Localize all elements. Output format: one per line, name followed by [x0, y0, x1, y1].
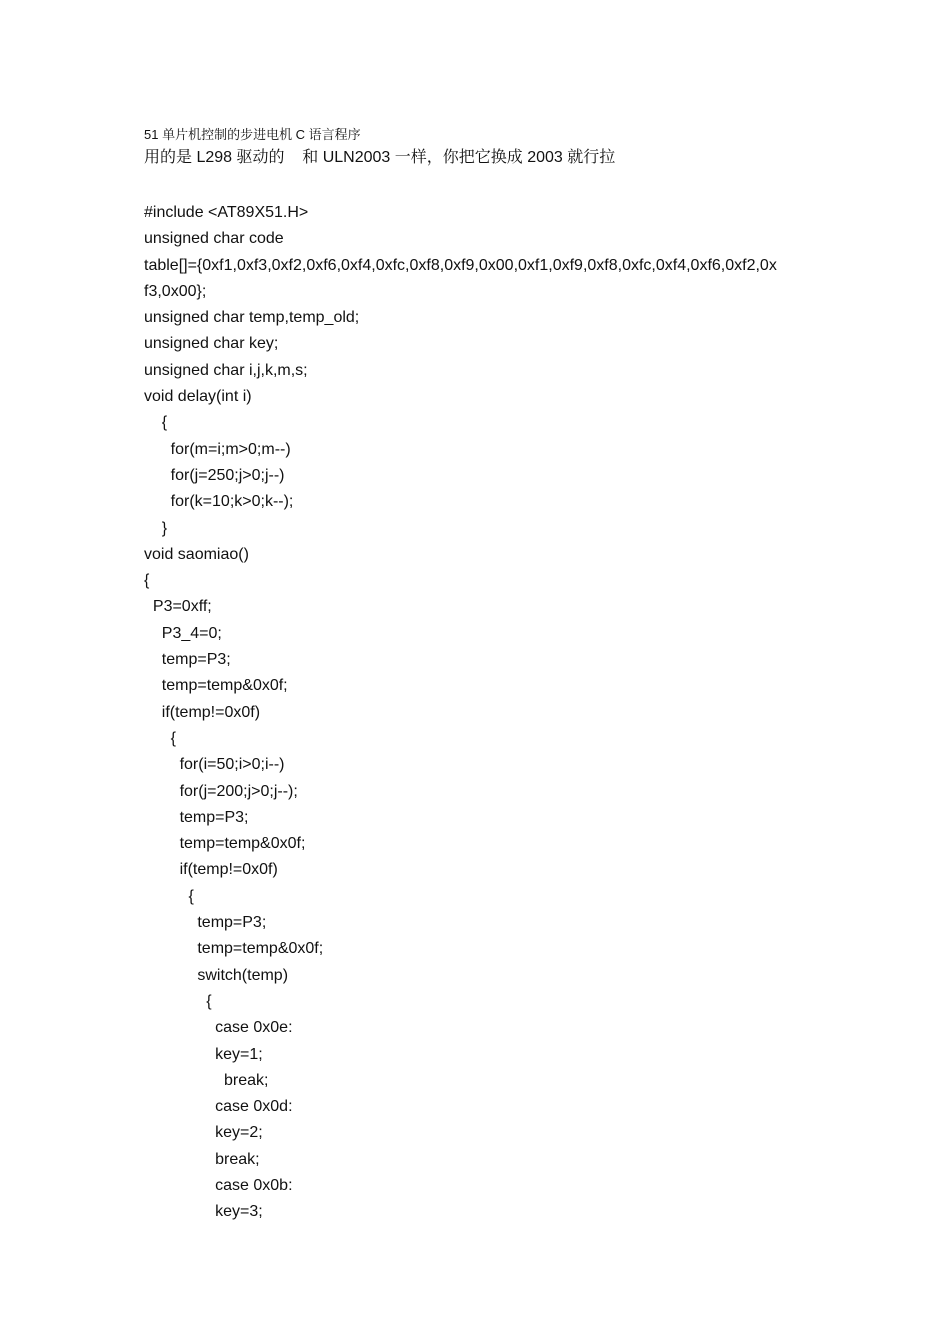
code-line: { — [144, 414, 168, 432]
code-line: break; — [144, 1150, 260, 1168]
code-line: temp=P3; — [144, 914, 267, 932]
code-line: f3,0x00}; — [144, 282, 207, 300]
code-line: { — [144, 729, 177, 747]
code-line: temp=P3; — [144, 808, 249, 826]
document-subtitle: 用的是 L298 驱动的 和 ULN2003 一样，你把它换成 2003 就行拉 — [144, 149, 616, 166]
code-line: unsigned char code — [144, 230, 284, 248]
code-line: P3=0xff; — [144, 598, 212, 616]
code-line: case 0x0e: — [144, 1019, 293, 1037]
code-line: unsigned char i,j,k,m,s; — [144, 361, 308, 379]
code-line: #include <AT89X51.H> — [144, 204, 309, 221]
code-line: for(m=i;m>0;m--) — [144, 440, 291, 458]
code-line: unsigned char key; — [144, 335, 279, 353]
code-line: if(temp!=0x0f) — [144, 861, 278, 879]
code-line: { — [144, 887, 194, 905]
code-line: for(j=200;j>0;j--); — [144, 782, 298, 800]
code-line: temp=temp&0x0f; — [144, 677, 288, 695]
code-block — [144, 200, 824, 1226]
code-line: { — [144, 572, 150, 590]
code-line: key=2; — [144, 1124, 263, 1142]
code-line: P3_4=0; — [144, 624, 222, 642]
code-line: void saomiao() — [144, 545, 249, 563]
code-line: for(i=50;i>0;i--) — [144, 756, 285, 774]
code-line: temp=P3; — [144, 651, 231, 669]
code-line: if(temp!=0x0f) — [144, 703, 261, 721]
code-line: break; — [144, 1071, 269, 1089]
code-line: unsigned char temp,temp_old; — [144, 309, 360, 327]
code-line: switch(temp) — [144, 966, 289, 984]
code-line: case 0x0b: — [144, 1176, 293, 1194]
code-line: { — [144, 992, 212, 1010]
code-line: void delay(int i) — [144, 388, 252, 406]
document-title: 51 单片机控制的步进电机 C 语言程序 — [144, 127, 361, 142]
code-line: key=1; — [144, 1045, 263, 1063]
code-line: temp=temp&0x0f; — [144, 835, 306, 853]
code-line: } — [144, 519, 168, 537]
code-line: temp=temp&0x0f; — [144, 940, 324, 958]
code-line: case 0x0d: — [144, 1098, 293, 1116]
code-line: for(j=250;j>0;j--) — [144, 466, 285, 484]
code-line: table[]={0xf1,0xf3,0xf2,0xf6,0xf4,0xfc,0xf8,0xf9,0x00,0xf1,0xf9,0xf8,0xfc,0xf4,0xf6,0xf2,0x — [144, 256, 777, 274]
code-line: for(k=10;k>0;k--); — [144, 493, 294, 511]
code-line: key=3; — [144, 1203, 263, 1221]
